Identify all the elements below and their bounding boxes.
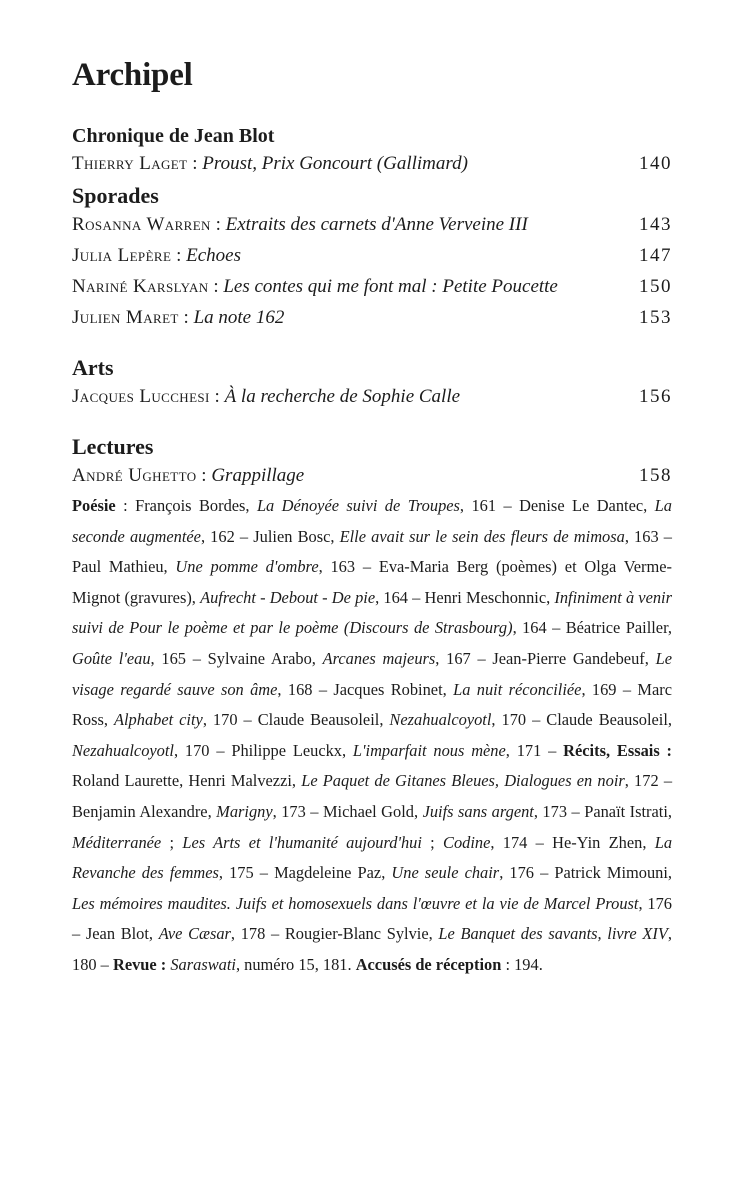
entry-work-title: Extraits des carnets d'Anne Verveine III bbox=[225, 214, 528, 235]
entry-page-number: 143 bbox=[639, 214, 672, 235]
entry-page-number: 150 bbox=[639, 276, 672, 297]
text-run: , 171 – bbox=[505, 740, 564, 760]
work-title: Une seule chair bbox=[391, 863, 500, 883]
work-title: Arcanes majeurs bbox=[322, 648, 436, 668]
entry-author: Julia Lepère bbox=[72, 245, 172, 266]
category-label: Poésie bbox=[72, 496, 116, 515]
toc-entry-text bbox=[72, 271, 558, 302]
work-title: La seconde augmentée bbox=[72, 496, 672, 546]
text-run: , 176 – Patrick Mimouni, bbox=[499, 863, 672, 883]
text-run: , 163 – Paul Mathieu, bbox=[72, 526, 672, 577]
entry-work-title: Grappillage bbox=[211, 465, 305, 486]
text-run: ; bbox=[421, 832, 444, 852]
work-title: La Revanche des femmes bbox=[72, 832, 673, 883]
text-run: , 176 – Jean Blot, bbox=[72, 893, 673, 944]
work-title: Alphabet city bbox=[113, 710, 203, 730]
text-run: , 170 – Claude Beausoleil, bbox=[491, 710, 672, 730]
work-title: Infiniment à venir suivi de Pour le poème et par le poème (Discours de Strasbourg) bbox=[72, 587, 672, 638]
entry-work-title: Les contes qui me font mal : Petite Poucette bbox=[223, 276, 558, 297]
sporades-list bbox=[72, 209, 672, 333]
entry-author: André Ughetto bbox=[72, 465, 197, 486]
work-title: Une pomme d'ombre bbox=[175, 557, 319, 577]
category-label: Revue : bbox=[112, 954, 167, 974]
work-title: La Dénoyée suivi de Troupes bbox=[256, 496, 460, 515]
toc-entry bbox=[72, 240, 672, 271]
toc-entry bbox=[72, 302, 672, 333]
table-of-contents bbox=[72, 56, 672, 981]
entry-page-number: 158 bbox=[639, 465, 672, 486]
chronique-heading: Chronique de Jean Blot bbox=[72, 125, 275, 147]
work-title: Elle avait sur le sein des fleurs de mimosa bbox=[339, 526, 625, 546]
arts-list bbox=[72, 381, 672, 412]
work-title: Juifs sans argent bbox=[422, 801, 534, 821]
work-title: Les mémoires maudites. Juifs et homosexuels dans l'œuvre et la vie de Marcel Proust bbox=[72, 893, 639, 913]
entry-work-title: À la recherche de Sophie Calle bbox=[224, 386, 461, 407]
text-run: , 164 – Béatrice Pailler, bbox=[512, 618, 672, 638]
entry-separator: : bbox=[208, 276, 224, 297]
entry-work-title: Echoes bbox=[186, 245, 241, 266]
text-run: , 172 – Benjamin Alexandre, bbox=[72, 771, 673, 821]
text-run: , 161 – Denise Le Dantec, bbox=[459, 496, 655, 515]
toc-entry bbox=[72, 381, 672, 412]
entry-author: Julien Maret bbox=[72, 307, 179, 328]
category-label: Accusés de réception bbox=[355, 954, 502, 974]
sporades-heading: Sporades bbox=[72, 183, 159, 208]
entry-separator: : bbox=[210, 214, 226, 235]
text-run: , numéro 15, 181. bbox=[235, 954, 356, 974]
text-run: , 175 – Magdeleine Paz, bbox=[218, 863, 392, 883]
work-title: Nezahualcoyotl bbox=[389, 710, 492, 730]
entry-page-number: 153 bbox=[639, 307, 672, 328]
work-title: Le visage regardé sauve son âme bbox=[72, 648, 672, 699]
toc-entry bbox=[72, 271, 672, 302]
entry-page-number: 147 bbox=[639, 245, 672, 266]
toc-entry-text bbox=[72, 460, 304, 491]
text-run: , 170 – Philippe Leuckx, bbox=[173, 740, 353, 760]
entry-separator: : bbox=[196, 465, 212, 486]
entry-separator: : bbox=[187, 153, 203, 174]
text-run: , 174 – He-Yin Zhen, bbox=[490, 832, 655, 852]
text-run: , 178 – Rougier-Blanc Sylvie, bbox=[230, 924, 439, 944]
toc-entry-text bbox=[72, 240, 241, 271]
work-title: Codine bbox=[443, 832, 491, 852]
work-title: Aufrecht - Debout - De pie bbox=[200, 587, 376, 607]
work-title: Méditerranée bbox=[72, 832, 162, 852]
text-run: Roland Laurette, Henri Malvezzi, bbox=[72, 771, 302, 791]
work-title: Goûte l'eau bbox=[72, 648, 151, 668]
toc-entry bbox=[72, 148, 672, 179]
toc-entry-text bbox=[72, 302, 284, 333]
work-title: Nezahualcoyotl bbox=[72, 740, 174, 760]
text-run: , 168 – Jacques Robinet, bbox=[277, 679, 454, 699]
entry-author: Thierry Laget bbox=[72, 153, 188, 174]
entry-separator: : bbox=[178, 307, 194, 328]
page-title: Archipel bbox=[72, 57, 193, 93]
entry-separator: : bbox=[209, 386, 225, 407]
lectures-list bbox=[72, 460, 672, 491]
work-title: Saraswati bbox=[170, 954, 236, 974]
text-run: , 173 – Michael Gold, bbox=[272, 801, 423, 821]
text-run: , 167 – Jean-Pierre Gandebeuf, bbox=[435, 648, 656, 668]
toc-entry-text bbox=[72, 148, 468, 179]
text-run: , 164 – Henri Meschonnic, bbox=[375, 587, 555, 607]
toc-entry-text bbox=[72, 209, 528, 240]
work-title: Le Paquet de Gitanes Bleues, Dialogues en noir bbox=[301, 771, 625, 791]
work-title: Le Banquet des savants, livre XIV bbox=[438, 924, 668, 944]
text-run: , 169 – Marc Ross, bbox=[72, 679, 672, 730]
text-run: , 165 – Sylvaine Arabo, bbox=[150, 648, 323, 668]
work-title: L'imparfait nous mène bbox=[352, 740, 506, 760]
arts-heading: Arts bbox=[72, 355, 114, 380]
entry-page-number: 156 bbox=[639, 386, 672, 407]
text-run: , 170 – Claude Beausoleil, bbox=[202, 710, 390, 730]
text-run: , 162 – Julien Bosc, bbox=[200, 526, 340, 546]
work-title: Les Arts et l'humanité aujourd'hui bbox=[182, 832, 422, 852]
text-run: , 173 – Panaït Istrati, bbox=[533, 801, 672, 821]
entry-separator: : bbox=[171, 245, 187, 266]
text-run: : François Bordes, bbox=[115, 496, 257, 515]
work-title: Ave Cæsar bbox=[158, 924, 231, 944]
lectures-paragraph bbox=[72, 491, 672, 981]
toc-entry bbox=[72, 209, 672, 240]
text-run: , 163 – Eva-Maria Berg (poèmes) et Olga Verme-Mignot (gravures), bbox=[72, 557, 672, 607]
entry-page-number: 140 bbox=[639, 153, 672, 174]
work-title: Marigny bbox=[216, 801, 273, 821]
entry-author: Jacques Lucchesi bbox=[72, 386, 210, 407]
category-label: Récits, Essais : bbox=[563, 740, 672, 760]
entry-author: Rosanna Warren bbox=[72, 214, 211, 235]
text-run: , 180 – bbox=[72, 924, 672, 974]
entry-author: Nariné Karslyan bbox=[72, 276, 209, 297]
lectures-heading: Lectures bbox=[72, 434, 154, 459]
text-run: : 194. bbox=[501, 954, 543, 974]
entry-work-title: La note 162 bbox=[193, 307, 285, 328]
toc-entry-text bbox=[72, 381, 460, 412]
toc-entry bbox=[72, 460, 672, 491]
entry-work-title: Proust, Prix Goncourt (Gallimard) bbox=[202, 153, 468, 174]
work-title: La nuit réconciliée bbox=[453, 679, 582, 699]
text-run: ; bbox=[161, 832, 183, 852]
chronique-list bbox=[72, 148, 672, 179]
